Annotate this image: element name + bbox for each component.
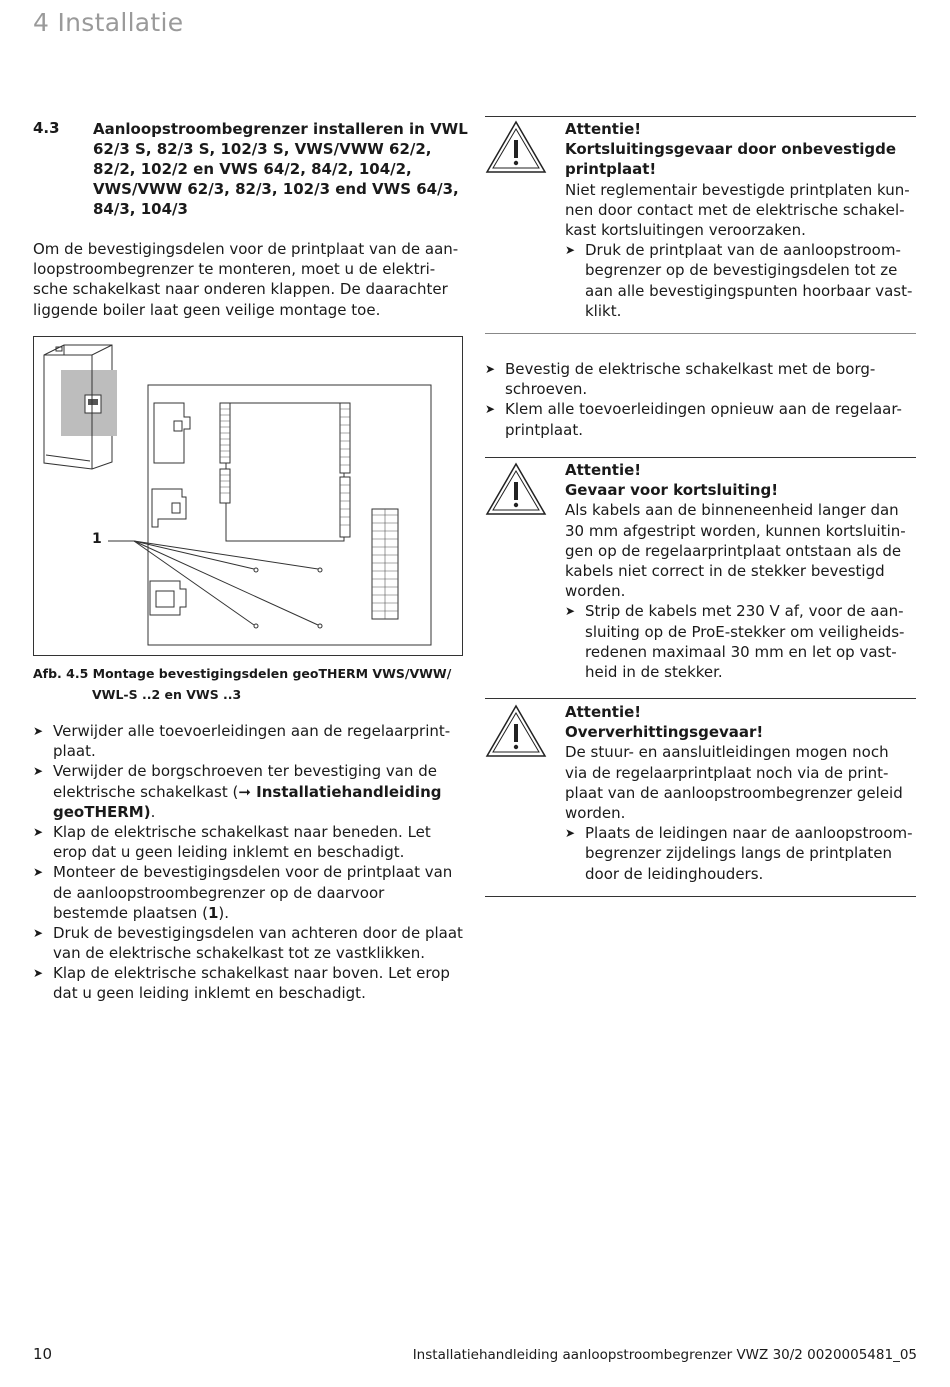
intro-line: sche schakelkast naar onderen klappen. De daarachter <box>33 280 448 299</box>
section-number: 4.3 <box>33 119 60 137</box>
warning-subheading: Oververhittingsgevaar! <box>565 723 764 742</box>
page-number: 10 <box>33 1345 53 1363</box>
step-item: ➤ Verwijder alle toevoerleidingen aan de regelaarprint- plaat. <box>33 722 451 761</box>
step-item: ➤ Druk de bevestigingsdelen van achteren door de plaat van de elektrische schakelkast tot ze vastklikken. <box>33 923 463 963</box>
reference-arrow-icon: ➞ <box>238 782 251 801</box>
warning-triangle-icon <box>485 462 547 516</box>
printplaat-drawing <box>226 403 344 541</box>
warning-subheading: Gevaar voor kortsluiting! <box>565 481 779 500</box>
chapter-title: 4 Installatie <box>33 8 184 37</box>
warning-top-rule <box>485 457 916 458</box>
section-title-line: 84/3, 104/3 <box>93 200 188 218</box>
warning-heading: Attentie! <box>565 461 642 479</box>
arrowhead-icon: ➤ <box>33 764 44 779</box>
warning-heading: Attentie! <box>565 120 642 138</box>
intro-line: liggende boiler laat geen veilige montage toe. <box>33 300 381 319</box>
warning-text-line: worden. <box>565 803 626 822</box>
arrowhead-icon: ➤ <box>565 243 576 258</box>
figure-caption <box>33 663 451 705</box>
step-item: ➤ Monteer de bevestigingsdelen voor de printplaat van de aanloopstroombegrenzer op de daarvoor bestemde plaatsen (1). <box>33 863 453 922</box>
step-item: ➤ Klem alle toevoerleidingen opnieuw aan de regelaar- printplaat. <box>485 400 902 439</box>
section-title-line: Aanloopstroombegrenzer installeren in VWL <box>93 120 468 138</box>
warning-step: ➤ Strip de kabels met 230 V af, voor de aan- sluiting op de ProE-stekker om veiligheids- redenen maximaal 30 mm en let op vast- heid in de stekker. <box>565 602 905 681</box>
arrowhead-icon: ➤ <box>565 604 576 619</box>
warning-heading: Attentie! <box>565 703 642 721</box>
section-title-line: 62/3 S, 82/3 S, 102/3 S, VWS/VWW 62/2, <box>93 140 432 158</box>
arrowhead-icon: ➤ <box>33 966 44 981</box>
warning-text-line: 30 mm afgestript worden, kunnen kortsluitin- <box>565 521 906 540</box>
warning-subheading: printplaat! <box>565 160 657 179</box>
warning-text-line: plaat van de aanloopstroombegrenzer geleid <box>565 783 903 802</box>
section-title <box>93 119 473 219</box>
warning-text-line: nen door contact met de elektrische schakel- <box>565 200 905 219</box>
caption-line: Afb. 4.5 Montage bevestigingsdelen geoTHERM VWS/VWW/ <box>33 666 452 681</box>
warning-top-rule <box>485 698 916 699</box>
document-title: Installatiehandleiding aanloopstroombegrenzer VWZ 30/2 0020005481_05 <box>412 1347 917 1363</box>
arrowhead-icon: ➤ <box>565 826 576 841</box>
steps-left <box>33 721 463 1004</box>
warning-text-line: kabels niet correct in de stekker bevestigd <box>565 561 885 580</box>
warning-1-text <box>565 119 912 321</box>
warning-step: ➤ Druk de printplaat van de aanloopstroom- begrenzer op de bevestigingsdelen tot ze aan alle bevestigingspunten hoorbaar vast- klikt. <box>565 241 913 320</box>
warning-text-line: Als kabels aan de binneneenheid langer dan <box>565 501 899 520</box>
warning-step: ➤ Plaats de leidingen naar de aanloopstroom- begrenzer zijdelings langs de printplaten door de leidinghouders. <box>565 824 913 883</box>
arrowhead-icon: ➤ <box>485 362 496 376</box>
steps-right <box>485 359 902 440</box>
arrowhead-icon: ➤ <box>33 724 44 738</box>
arrowhead-icon: ➤ <box>33 925 44 940</box>
installation-figure <box>33 336 463 656</box>
warning-text-line: Niet reglementair bevestigde printplaten kun- <box>565 180 910 199</box>
warning-bottom-rule <box>485 333 916 334</box>
step-item: ➤ Verwijder de borgschroeven ter bevestiging van de elektrische schakelkast (➞ Installatiehandleiding geoTHERM). <box>33 762 442 821</box>
arrowhead-icon: ➤ <box>485 402 496 417</box>
figure-drawing <box>34 337 462 655</box>
section-title-line: VWS/VWW 62/3, 82/3, 102/3 end VWS 64/3, <box>93 180 459 198</box>
warning-subheading: Kortsluitingsgevaar door onbevestigde <box>565 140 897 159</box>
warning-top-rule <box>485 116 916 117</box>
section-title-line: 82/2, 102/2 en VWS 64/2, 84/2, 104/2, <box>93 160 412 178</box>
step-item: ➤ Klap de elektrische schakelkast naar boven. Let erop dat u geen leiding inklemt en beschadigt. <box>33 964 450 1003</box>
warning-triangle-icon <box>485 704 547 758</box>
warning-text-line: gen op de regelaarprintplaat ontstaan als de <box>565 541 902 560</box>
warning-text-line: via de regelaarprintplaat noch via de print- <box>565 763 889 782</box>
figure-callout: 1 <box>92 531 102 547</box>
intro-paragraph <box>33 239 458 320</box>
arrowhead-icon: ➤ <box>33 824 44 839</box>
warning-text-line: worden. <box>565 582 626 601</box>
arrowhead-icon: ➤ <box>33 865 44 880</box>
warning-bottom-rule <box>485 896 916 897</box>
warning-2-text <box>565 460 906 682</box>
intro-line: loopstroombegrenzer te monteren, moet u de elektri- <box>33 260 436 279</box>
warning-text-line: kast kortsluitingen veroorzaken. <box>565 220 806 239</box>
intro-line: Om de bevestigingsdelen voor de printplaat van de aan- <box>33 240 459 258</box>
warning-text-line: De stuur- en aansluitleidingen mogen noch <box>565 743 889 762</box>
warning-3-text <box>565 702 913 884</box>
caption-line: VWL-S ..2 en VWS ..3 <box>92 687 242 702</box>
step-item: ➤ Klap de elektrische schakelkast naar beneden. Let erop dat u geen leiding inklemt en beschadigt. <box>33 822 431 862</box>
step-item: ➤ Bevestig de elektrische schakelkast met de borg- schroeven. <box>485 360 876 399</box>
warning-triangle-icon <box>485 120 547 174</box>
